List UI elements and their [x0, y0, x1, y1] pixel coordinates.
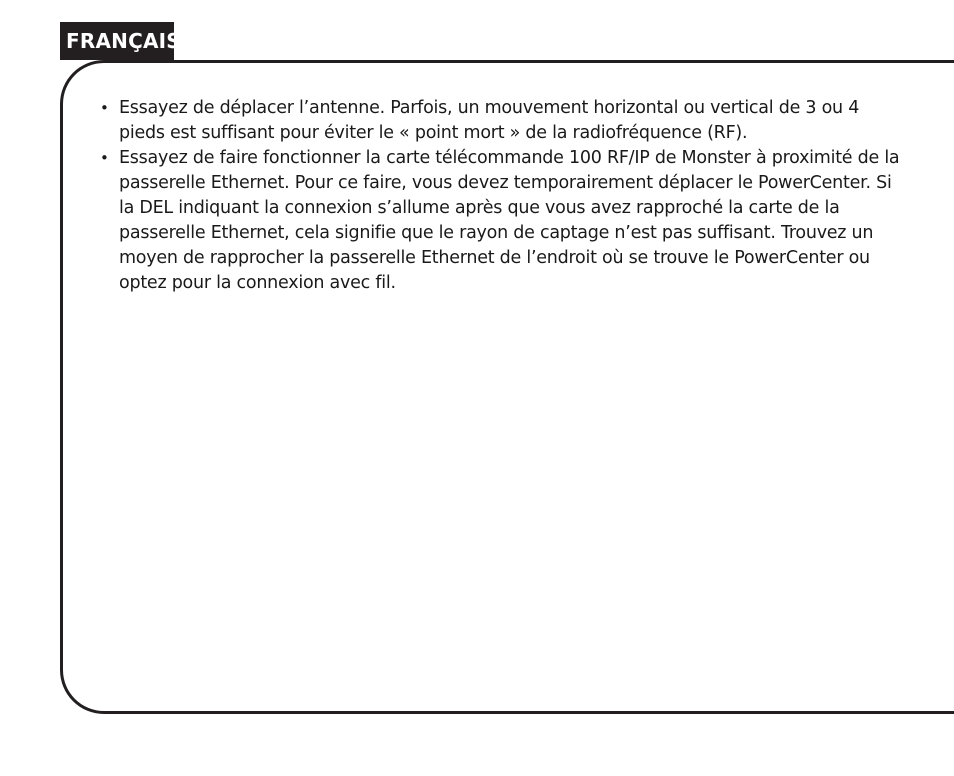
bullet-item-test-proximity: • Essayez de faire fonctionner la carte télécommande 100 RF/IP de Monster à proximité de la passerelle Ethernet. Pour ce faire, vous devez temporairement déplacer le PowerCenter. Si la DEL indiquant la connexion s’allume après que vous avez rapproché la carte de la passerelle Ethernet, cela signifie que le rayon de captage n’est pas suffisant. Trouvez un moyen de rapprocher la passerelle Ethernet de l’endroit où se trouve le PowerCenter ou optez pour la connexion avec fil.	[100, 146, 900, 296]
bullet-item-move-antenna: • Essayez de déplacer l’antenne. Parfois, un mouvement horizontal ou vertical de 3 ou 4 pieds est suffisant pour éviter le « point mort » de la radiofréquence (RF).	[100, 96, 900, 146]
instruction-content	[100, 96, 900, 296]
language-tab: FRANÇAIS	[60, 22, 174, 60]
bullet-list	[100, 96, 900, 296]
